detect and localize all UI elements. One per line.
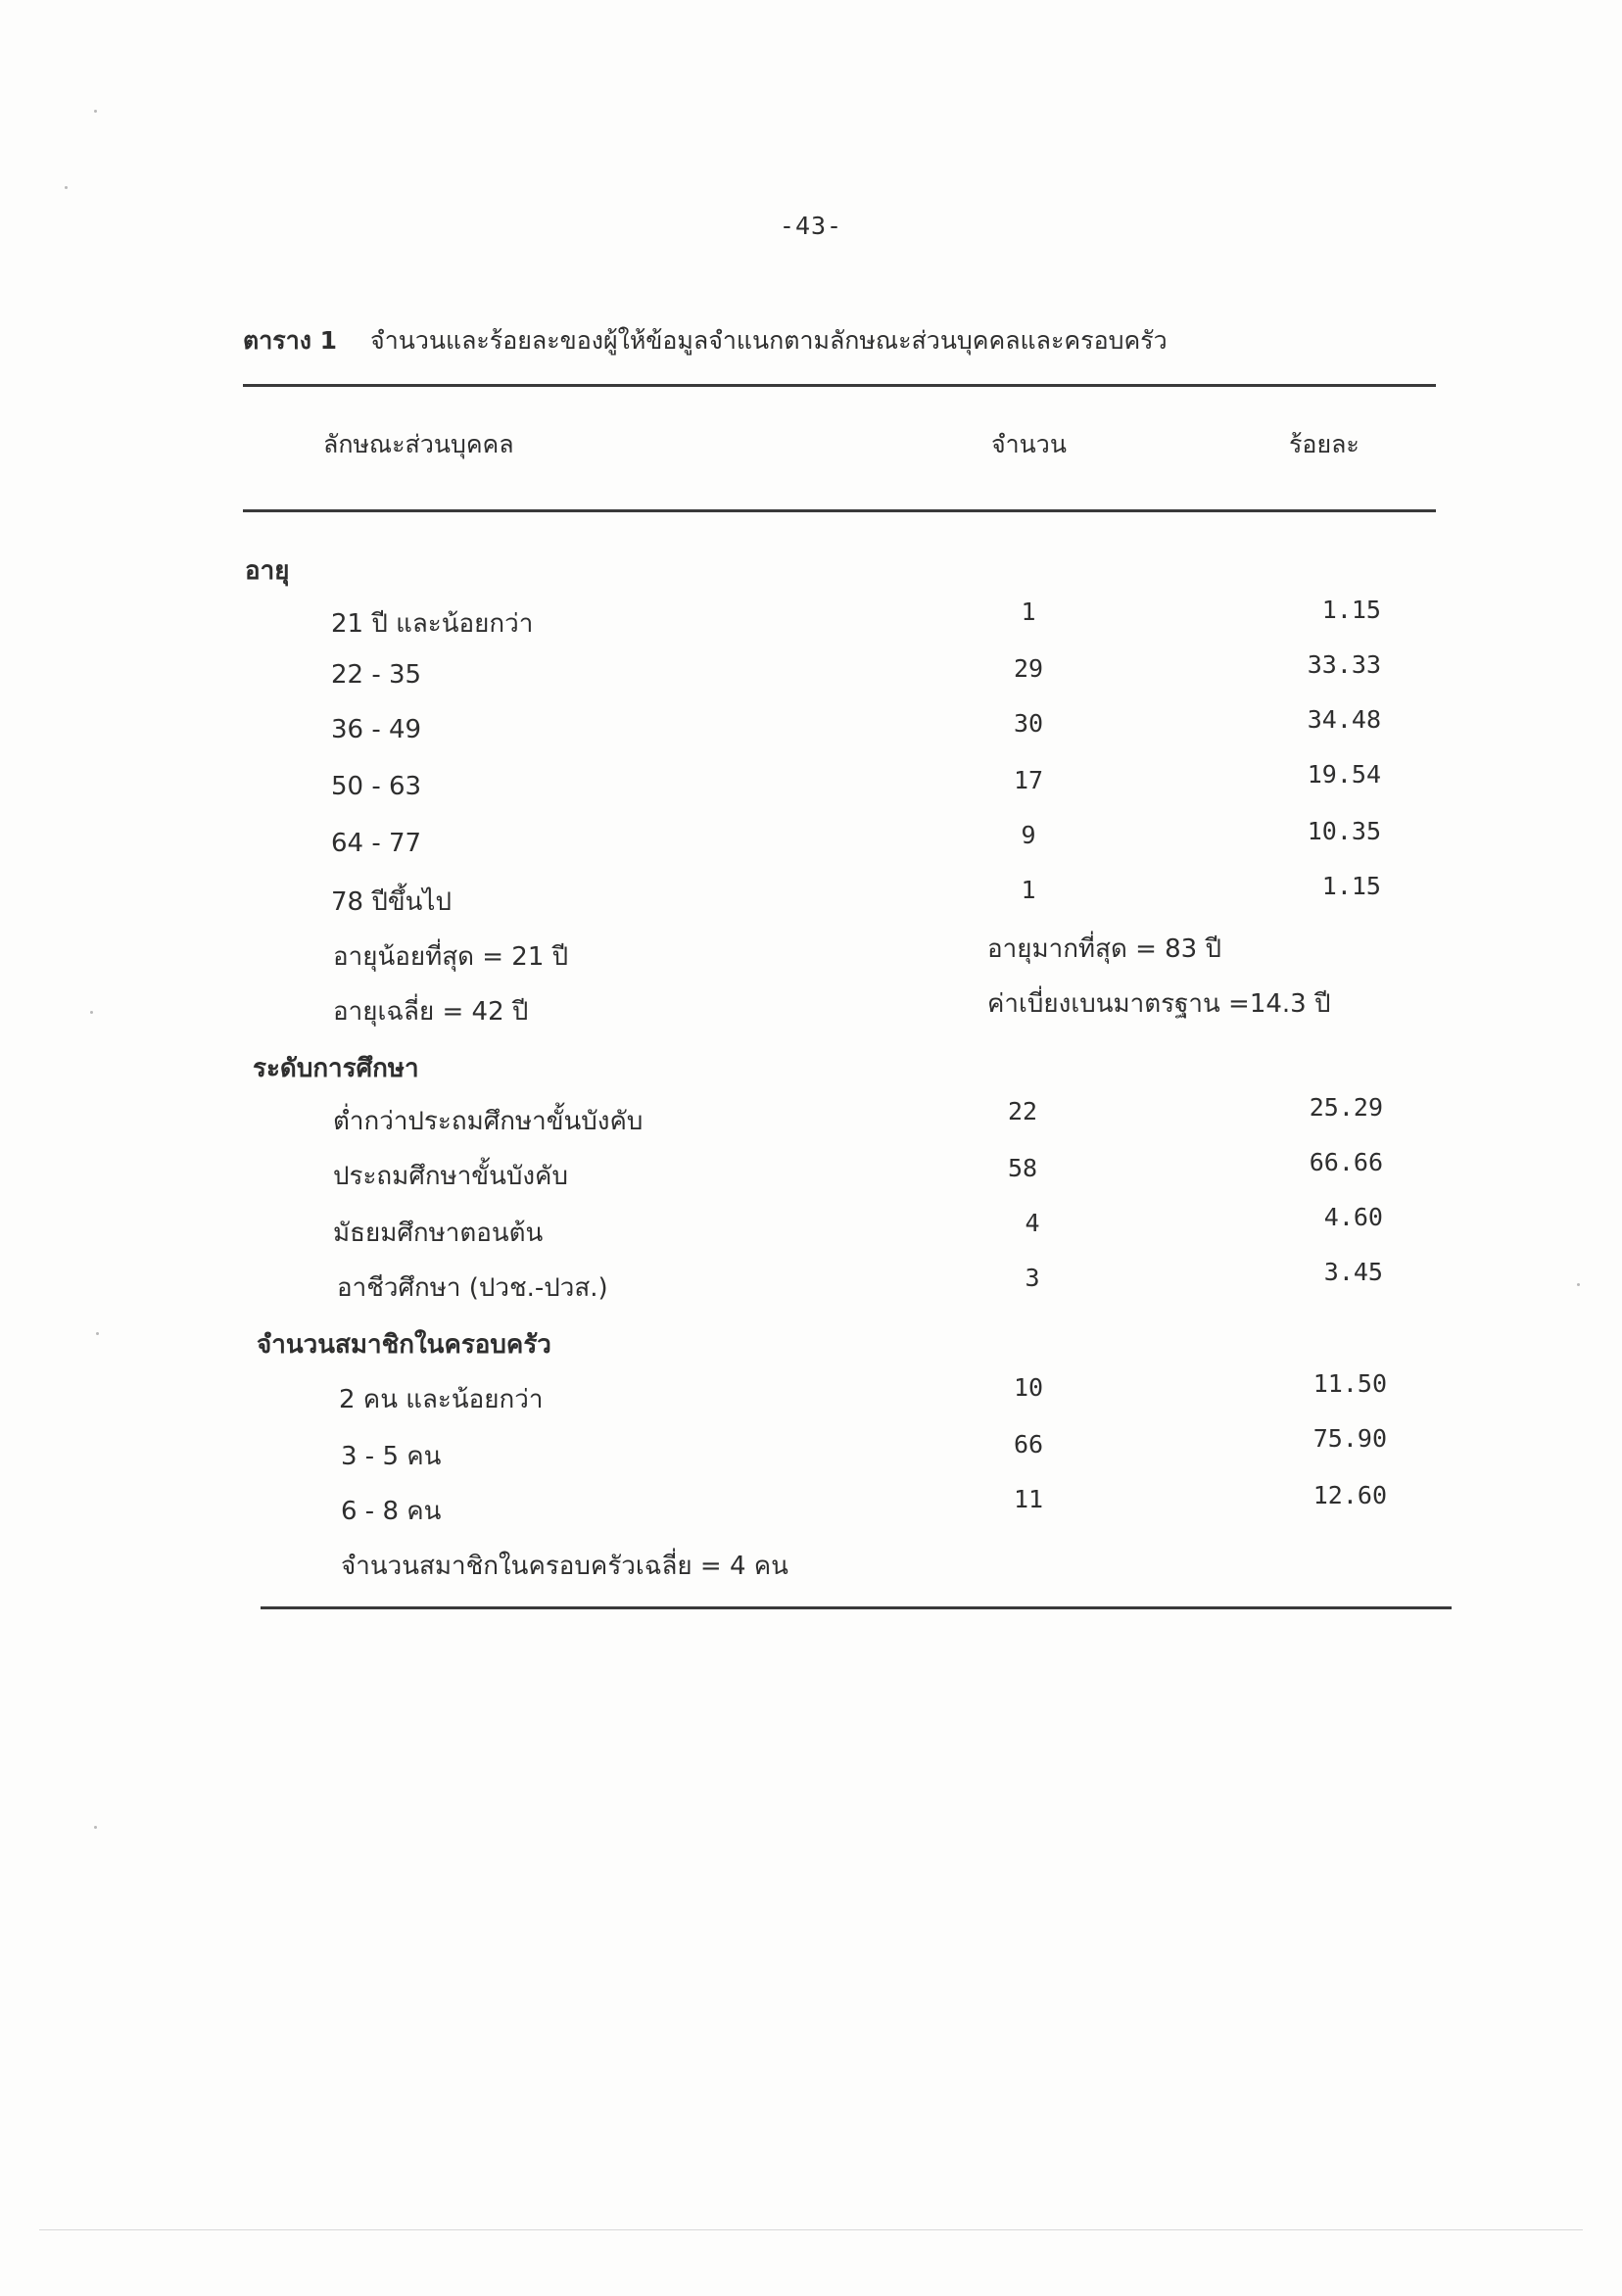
stat-mean-age: อายุเฉลี่ย = 42 ปี [333,997,529,1027]
stat-max-age: อายุมากที่สุด = 83 ปี [987,934,1221,964]
row-count: 22 [1007,1097,1038,1125]
row-label: ต่ำกว่าประถมศึกษาขั้นบังคับ [333,1107,644,1136]
row-label: มัธยมศึกษาตอนต้น [333,1219,544,1248]
row-percent: 33.33 [1307,650,1381,679]
row-label: 64 - 77 [331,829,422,858]
row-count: 1 [1021,598,1036,626]
page-edge-line [39,2229,1583,2230]
stat-min-age: อายุน้อยที่สุด = 21 ปี [333,942,569,972]
scan-speck [94,1826,97,1829]
row-count: 29 [1013,654,1044,683]
row-count: 4 [1025,1209,1040,1237]
row-count: 11 [1013,1485,1044,1513]
row-count: 58 [1007,1154,1038,1182]
header-count: จำนวน [991,430,1067,458]
row-label: 21 ปี และน้อยกว่า [331,609,534,639]
table-caption [243,321,1168,360]
row-label: 36 - 49 [331,715,422,744]
row-percent: 66.66 [1309,1148,1383,1176]
row-percent: 34.48 [1307,705,1381,734]
row-percent: 19.54 [1307,760,1381,789]
row-percent: 12.60 [1312,1481,1387,1509]
scan-speck [65,186,68,189]
scan-speck [1577,1283,1580,1286]
row-label: 2 คน และน้อยกว่า [339,1385,544,1414]
row-label: 3 - 5 คน [341,1442,442,1471]
row-percent: 1.15 [1321,872,1381,900]
row-count: 30 [1013,709,1044,738]
row-count: 9 [1021,821,1036,849]
table-caption-label: ตาราง 1 [243,326,338,355]
stat-sd-age: ค่าเบี่ยงเบนมาตรฐาน =14.3 ปี [987,989,1331,1019]
row-count: 3 [1025,1264,1040,1292]
scan-speck [94,110,97,113]
row-count: 17 [1013,766,1044,794]
row-percent: 3.45 [1323,1258,1383,1286]
row-percent: 10.35 [1307,817,1381,845]
row-percent: 1.15 [1321,596,1381,624]
header-percent: ร้อยละ [1289,430,1360,458]
row-percent: 25.29 [1309,1093,1383,1122]
row-percent: 75.90 [1312,1424,1387,1453]
row-label: ประถมศึกษาขั้นบังคับ [333,1162,568,1191]
row-percent: 4.60 [1323,1203,1383,1231]
group-heading-education: ระดับการศึกษา [253,1054,419,1083]
header-bottom-rule [243,509,1436,512]
header-characteristic: ลักษณะส่วนบุคคล [323,430,514,458]
table-caption-text: จำนวนและร้อยละของผู้ให้ข้อมูลจำแนกตามลักษณะส่วนบุคคลและครอบครัว [370,326,1168,355]
group-heading-age: อายุ [245,556,290,586]
table-bottom-rule [261,1606,1452,1609]
page-number: -43- [779,212,843,240]
row-label: 6 - 8 คน [341,1497,442,1526]
row-count: 10 [1013,1373,1044,1402]
group-heading-household: จำนวนสมาชิกในครอบครัว [257,1330,551,1360]
row-label: 22 - 35 [331,660,422,690]
table-top-rule [243,384,1436,387]
scan-speck [90,1011,93,1014]
row-label: อาชีวศึกษา (ปวช.-ปวส.) [337,1273,608,1303]
row-count: 66 [1013,1430,1044,1459]
stat-mean-members: จำนวนสมาชิกในครอบครัวเฉลี่ย = 4 คน [341,1552,788,1581]
row-count: 1 [1021,876,1036,904]
row-label: 50 - 63 [331,772,422,801]
row-percent: 11.50 [1312,1369,1387,1398]
scan-speck [96,1332,99,1335]
row-label: 78 ปีขึ้นไป [331,887,452,917]
